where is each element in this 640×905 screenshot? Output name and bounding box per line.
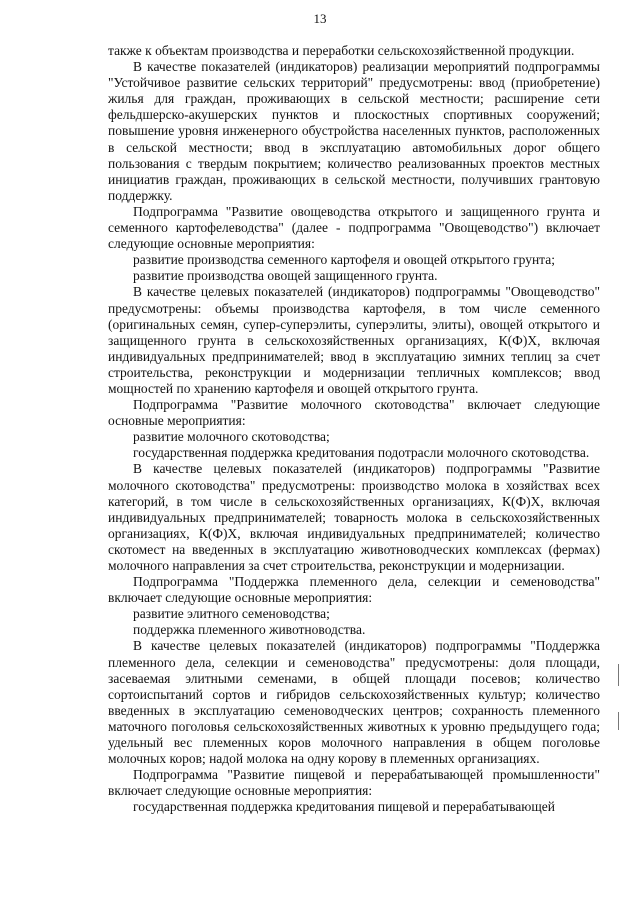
paragraph-food-industry-subprogram: Подпрограмма "Развитие пищевой и перерабатывающей промышленности" включает следующие основные мероприятия: [108, 767, 600, 799]
paragraph-dairy-subprogram: Подпрограмма "Развитие молочного скотоводства" включает следующие основные мероприятия: [108, 397, 600, 429]
paragraph-breeding-indicators: В качестве целевых показателей (индикаторов) подпрограммы "Поддержка племенного дела, селекции и семеноводства" предусмотрены: доля площади, засеваемая элитными семенами, в общей площади посевов; количество сортоиспытаний сортов и гибридов сельскохозяйственных культур; количество введенных в эксплуатацию семеноводческих центров; сохранность племенного маточного поголовья сельскохозяйственных животных к уровню предыдущего года; удельный вес племенных коров молочного направления в общем поголовье молочных коров; надой молока на одну корову в племенных организациях. [108, 638, 600, 767]
paragraph-dairy-indicators: В качестве целевых показателей (индикаторов) подпрограммы "Развитие молочного скотоводства" предусмотрены: производство молока в хозяйствах всех категорий, в том числе в сельскохозяйственных организациях, К(Ф)Х, включая индивидуальных предпринимателей; товарность молока в сельскохозяйственных организациях, К(Ф)Х, включая индивидуальных предпринимателей; количество скотомест на введенных в эксплуатацию животноводческих комплексах (фермах) молочного направления за счет строительства, реконструкции и модернизации. [108, 461, 600, 573]
list-item: развитие молочного скотоводства; [133, 429, 330, 445]
list-item: государственная поддержка кредитования подотрасли молочного скотоводства. [133, 445, 590, 461]
list-item: развитие производства семенного картофеля и овощей открытого грунта; [133, 252, 555, 268]
paragraph-continuation: также к объектам производства и переработки сельскохозяйственной продукции. [108, 43, 575, 58]
list-item: государственная поддержка кредитования пищевой и перерабатывающей [133, 799, 555, 815]
paragraph-breeding-subprogram: Подпрограмма "Поддержка племенного дела, селекции и семеноводства" включает следующие основные мероприятия: [108, 574, 600, 606]
paragraph-vegetable-subprogram: Подпрограмма "Развитие овощеводства открытого и защищенного грунта и семенного картофелеводства" (далее - подпрограмма "Овощеводство") включает следующие основные мероприятия: [108, 203, 600, 252]
paragraph-rural-indicators: В качестве показателей (индикаторов) реализации мероприятий подпрограммы "Устойчивое развитие сельских территорий" предусмотрены: ввод (приобретение) жилья для граждан, проживающих в сельской местности; расширение сети фельдшерско-акушерских пунктов и плоскостных спортивных сооружений; повышение уровня инженерного обустройства населенных пунктов, расположенных в сельской местности; ввод в эксплуатацию автомобильных дорог общего пользования с твердым покрытием; количество реализованных проектов местных инициатив граждан, проживающих в сельской местности, получивших грантовую поддержку. [108, 59, 600, 203]
list-item: развитие элитного семеноводства; [133, 606, 330, 622]
list-item: развитие производства овощей защищенного грунта. [133, 268, 438, 284]
document-body [108, 43, 600, 816]
margin-mark [618, 664, 619, 686]
page-number: 13 [313, 11, 327, 26]
paragraph-vegetable-indicators: В качестве целевых показателей (индикаторов) подпрограммы "Овощеводство" предусмотрены: объемы производства картофеля, в том числе семенного (оригинальных семян, супер-суперэлиты, суперэлиты, элиты), овощей открытого и защищенного грунта в сельскохозяйственных организациях, К(Ф)Х, включая индивидуальных предпринимателей; ввод в эксплуатацию зимних теплиц за счет строительства, реконструкции и модернизации тепличных комплексов; ввод мощностей по хранению картофеля и овощей открытого грунта. [108, 284, 600, 396]
margin-mark [618, 712, 619, 730]
list-item: поддержка племенного животноводства. [133, 622, 366, 638]
